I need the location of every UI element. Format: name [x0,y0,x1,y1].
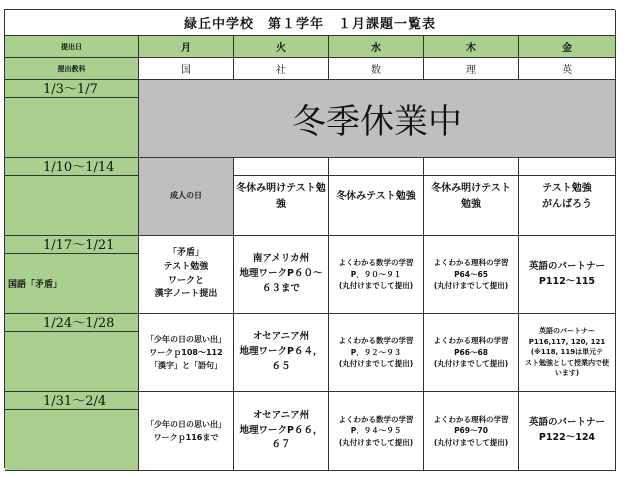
assignment-cell [234,314,329,392]
week-date: 1/31～2/4 [5,392,139,410]
assignment-cell [139,314,234,392]
assignment-line: オセアニア州 [252,409,310,421]
assignment-line: 漢字ノート提出 [154,289,218,300]
week-side-label: 国語「矛盾」 [5,254,139,314]
week-side-label [5,98,139,158]
assignment-line: よくわかる理科の学習 [433,414,509,424]
assignment-line: ワークｐ108～112 [149,347,223,357]
assignment-line: P．９２～９３ [350,347,402,357]
week-side-label [5,410,139,471]
assignment-cell [329,236,424,314]
assignment-cell [519,392,616,471]
assignment-line: (丸付けまでして提出) [433,359,509,369]
assignment-line: テスト勉強 [542,183,592,194]
assignment-line: よくわかる数学の学習 [338,336,414,346]
day-header-thu: 木 [424,36,519,58]
assignment-line: 「矛盾」 [167,247,204,258]
assignment-line: P116,117, 120, 121 [528,337,606,346]
assignment-cell [519,314,616,392]
assignment-line: (※118, 119は単元テ [530,348,604,357]
subject-tue: 社 [234,58,329,80]
assignment-cell [234,392,329,471]
subject-label: 提出教科 [5,58,139,80]
day-header-wed: 水 [329,36,424,58]
day-header-mon: 月 [139,36,234,58]
assignment-line: よくわかる数学の学習 [338,258,414,268]
assignment-cell [139,236,234,314]
assignment-cell [329,392,424,471]
assignment-cell [424,158,519,236]
assignment-cell [139,392,234,471]
assignment-cell [424,236,519,314]
subject-thu: 理 [424,58,519,80]
assignment-line: 成人の日 [170,191,202,201]
assignment-line: P122～124 [538,432,596,443]
assignment-line: P64～65 [454,269,488,279]
assignment-line: P112～115 [538,275,596,287]
assignment-cell [234,158,329,236]
assignment-line: (丸付けまでして提出) [433,281,509,291]
assignment-line: 冬休みテスト勉強 [336,190,416,202]
subject-fri: 英 [519,58,616,80]
assignment-line: スト勉強として授業内で使 [525,358,609,367]
assignment-line: P．９４～９５ [350,426,402,436]
assignment-line: ６７ [271,439,291,451]
assignment-line: 英語のパートナー [528,260,605,272]
assignment-line: がんばろう [542,198,592,210]
assignment-line: (丸付けまでして提出) [338,281,414,291]
assignment-line: テスト勉強 [163,261,209,272]
assignment-line: 「少年の日の思い出」 [146,334,226,344]
assignment-line: 「漢字」と「語句」 [150,361,222,371]
assignment-cell [234,236,329,314]
assignment-line: 冬休み明けテスト [431,183,511,194]
assignment-line: P66～68 [454,347,488,357]
subject-mon: 国 [139,58,234,80]
assignment-line: よくわかる理科の学習 [433,258,509,268]
week-date: 1/24～1/28 [5,314,139,332]
week-date: 1/3～1/7 [5,80,139,98]
assignment-line: P．９０～９１ [350,269,402,279]
assignment-cell [519,236,616,314]
assignment-line: 地理ワークP６６， [239,424,323,436]
assignment-line: 地理ワークP６４， [239,346,323,358]
assignment-line: ６５ [271,360,291,372]
table-title: 緑丘中学校 第１学年 １月課題一覧表 [5,10,616,36]
assignment-cell [424,314,519,392]
assignment-line: (丸付けまでして提出) [338,359,414,369]
due-date-label: 提出日 [5,36,139,58]
assignment-line: 強 [275,198,286,210]
week-side-label [5,176,139,236]
assignment-cell [329,158,424,236]
assignment-line: 英語のパートナー [539,327,595,336]
assignment-line: 南アメリカ州 [252,253,310,265]
winter-break-banner: 冬季休業中 [139,80,616,158]
assignment-line: ６３まで [261,282,300,294]
assignment-line: 勉強 [460,198,481,210]
assignment-line: 冬休み明けテスト勉 [236,183,326,194]
assignment-line: 英語のパートナー [528,417,605,429]
assignment-line: オセアニア州 [252,331,310,343]
day-header-tue: 火 [234,36,329,58]
week-date: 1/10～1/14 [5,158,139,176]
assignment-line: 地理ワークP６０～ [239,268,323,280]
assignment-cell [329,314,424,392]
day-header-fri: 金 [519,36,616,58]
subject-wed: 数 [329,58,424,80]
assignment-line: (丸付けまでして提出) [433,437,509,447]
assignment-line: ワークと [167,275,204,286]
assignment-line: 「少年の日の思い出」 [146,419,226,429]
assignment-cell [519,158,616,236]
week-date: 1/17～1/21 [5,236,139,254]
assignment-line: よくわかる理科の学習 [433,336,509,346]
assignment-line: います) [554,369,580,378]
assignment-cell [424,392,519,471]
assignment-cell [139,158,234,236]
assignment-line: (丸付けまでして提出) [338,437,414,447]
assignment-table [4,9,615,468]
assignment-line: P69～70 [454,426,488,436]
week-side-label [5,332,139,392]
assignment-line: ワークｐ116まで [153,433,219,442]
assignment-line: よくわかる数学の学習 [338,414,414,424]
